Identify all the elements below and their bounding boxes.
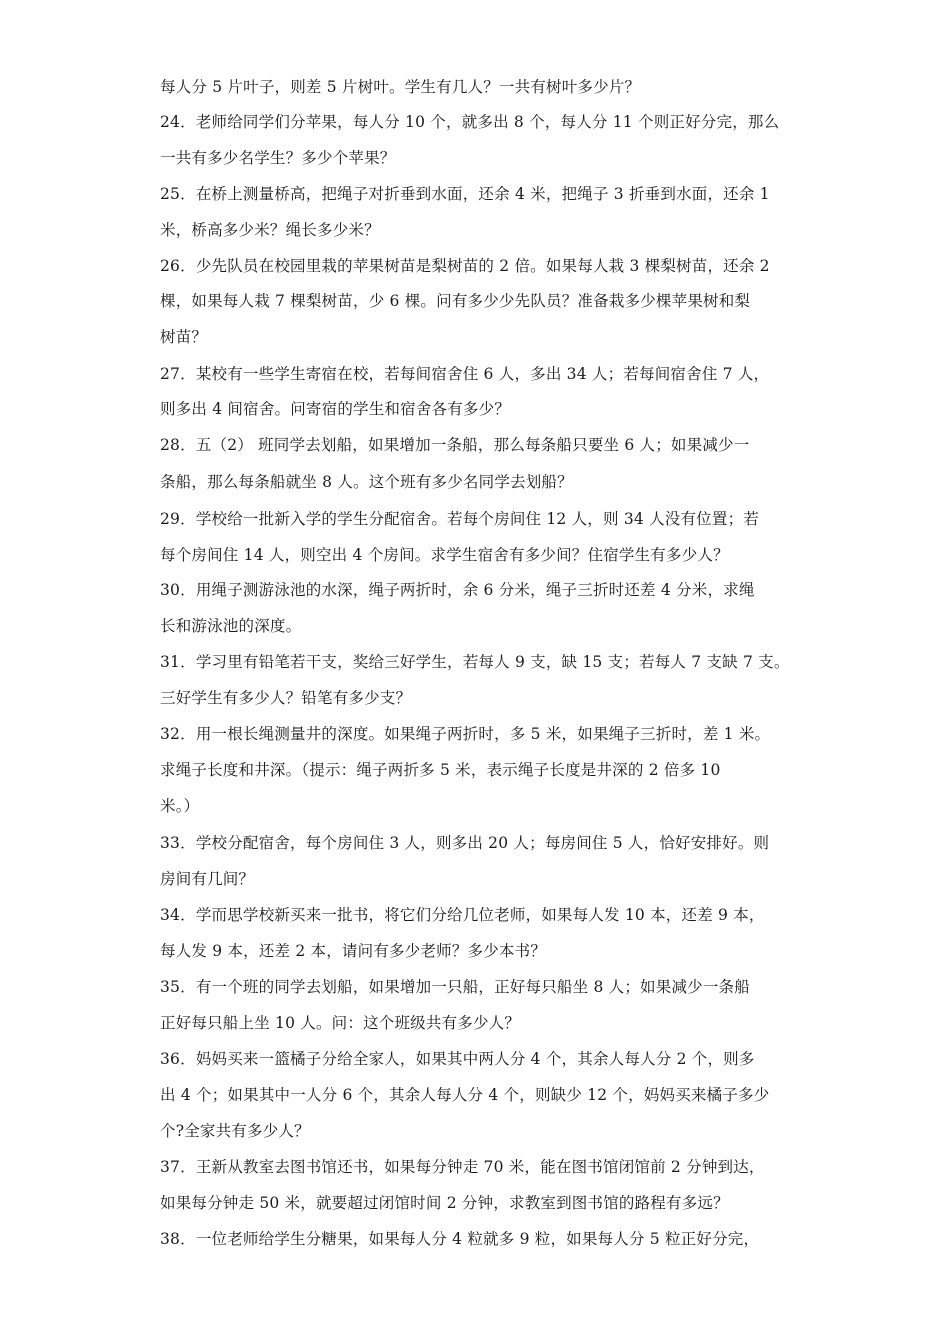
question-32-line-1: 32．用一根长绳测量井的深度。如果绳子两折时，多 5 米，如果绳子三折时，差 1 米。 — [160, 725, 771, 743]
question-29-line-1: 29．学校给一批新入学的学生分配宿舍。若每个房间住 12 人，则 34 人没有位置；若 — [160, 510, 759, 528]
question-24-line-1: 24．老师给同学们分苹果，每人分 10 个，就多出 8 个，每人分 11 个则正好分完，那么 — [160, 113, 780, 131]
question-34-line-1: 34．学而思学校新买来一批书，将它们分给几位老师，如果每人发 10 本，还差 9 本， — [160, 906, 765, 924]
question-34-line-2: 每人发 9 本，还差 2 本，请问有多少老师？多少本书？ — [160, 942, 547, 960]
question-30-line-1: 30．用绳子测游泳池的水深，绳子两折时，余 6 分米，绳子三折时还差 4 分米，求绳 — [160, 581, 755, 599]
question-36-line-2: 出 4 个；如果其中一人分 6 个，其余人每人分 4 个，则缺少 12 个，妈妈买来橘子多少 — [160, 1086, 770, 1104]
question-38-line-1: 38．一位老师给学生分糖果，如果每人分 4 粒就多 9 粒，如果每人分 5 粒正好分完， — [160, 1230, 760, 1248]
question-26-line-2: 棵，如果每人栽 7 棵梨树苗，少 6 棵。问有多少少先队员？准备栽多少棵苹果树和梨 — [160, 292, 751, 310]
question-32-line-2: 求绳子长度和井深。（提示：绳子两折多 5 米，表示绳子长度是井深的 2 倍多 10 — [160, 761, 721, 779]
text-line: 每人分 5 片叶子，则差 5 片树叶。学生有几人？一共有树叶多少片？ — [160, 78, 641, 96]
question-26-line-1: 26．少先队员在校园里栽的苹果树苗是梨树苗的 2 倍。如果每人栽 3 棵梨树苗，还余 2 — [160, 257, 770, 275]
question-27-line-2: 则多出 4 间宿舍。问寄宿的学生和宿舍各有多少？ — [160, 400, 511, 418]
question-25-line-2: 米，桥高多少米？绳长多少米？ — [160, 221, 380, 239]
question-37-line-1: 37．王新从教室去图书馆还书，如果每分钟走 70 米，能在图书馆闭馆前 2 分钟到达， — [160, 1158, 765, 1176]
question-37-line-2: 如果每分钟走 50 米，就要超过闭馆时间 2 分钟，求教室到图书馆的路程有多远？ — [160, 1194, 729, 1212]
question-30-line-2: 长和游泳池的深度。 — [160, 617, 302, 635]
question-31-line-1: 31．学习里有铅笔若干支，奖给三好学生，若每人 9 支，缺 15 支；若每人 7 支缺 7 支。 — [160, 653, 790, 671]
question-27-line-1: 27．某校有一些学生寄宿在校，若每间宿舍住 6 人，多出 34 人；若每间宿舍住 7 人， — [160, 365, 770, 383]
question-35-line-1: 35．有一个班的同学去划船，如果增加一只船，正好每只船坐 8 人；如果减少一条船 — [160, 978, 750, 996]
question-31-line-2: 三好学生有多少人？铅笔有多少支？ — [160, 689, 412, 707]
question-29-line-2: 每个房间住 14 人，则空出 4 个房间。求学生宿舍有多少间？住宿学生有多少人？ — [160, 546, 729, 564]
question-32-line-3: 米。） — [160, 797, 200, 815]
question-28-line-2: 条船，那么每条船就坐 8 人。这个班有多少名同学去划船？ — [160, 473, 573, 491]
question-36-line-3: 个?全家共有多少人？ — [160, 1122, 310, 1140]
question-33-line-1: 33．学校分配宿舍，每个房间住 3 人，则多出 20 人；每房间住 5 人，恰好安排好。则 — [160, 834, 770, 852]
question-24-line-2: 一共有多少名学生？多少个苹果？ — [160, 149, 396, 167]
question-33-line-2: 房间有几间？ — [160, 870, 255, 888]
question-36-line-1: 36．妈妈买来一篮橘子分给全家人，如果其中两人分 4 个，其余人每人分 2 个，则多 — [160, 1050, 755, 1068]
question-26-line-3: 树苗？ — [160, 328, 208, 346]
question-25-line-1: 25．在桥上测量桥高，把绳子对折垂到水面，还余 4 米，把绳子 3 折垂到水面，还余 1 — [160, 185, 770, 203]
question-28-line-1: 28．五（2） 班同学去划船，如果增加一条船，那么每条船只要坐 6 人；如果减少一 — [160, 436, 750, 454]
question-35-line-2: 正好每只船上坐 10 人。问：这个班级共有多少人？ — [160, 1014, 521, 1032]
